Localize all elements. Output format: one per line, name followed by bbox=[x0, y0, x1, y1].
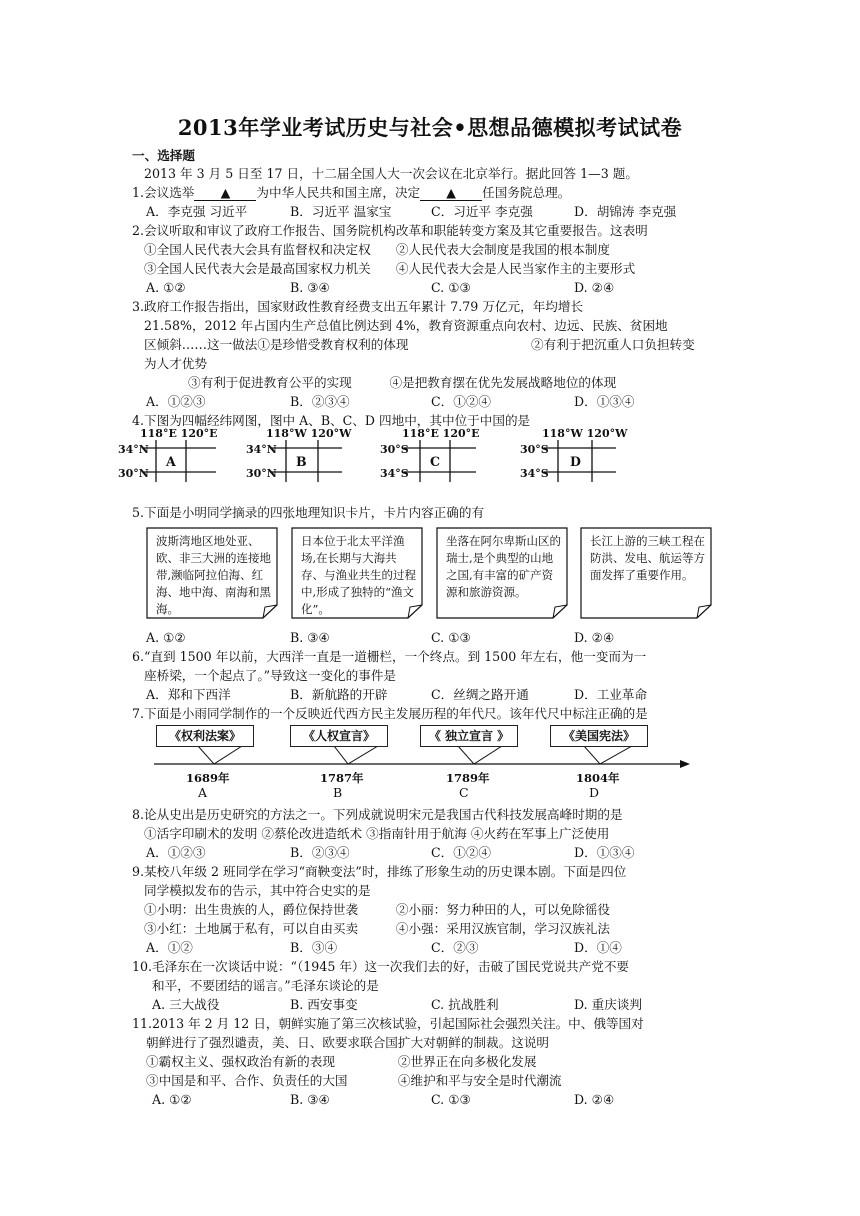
q8-option-a: A．①②③ bbox=[146, 845, 206, 860]
timeline-year-4: 1804年 bbox=[576, 771, 620, 785]
timeline-letter-b: B bbox=[333, 785, 343, 800]
card-1 bbox=[146, 527, 278, 619]
q11-option-c: C. ①③ bbox=[431, 1092, 471, 1107]
q6-option-d: D．工业革命 bbox=[574, 687, 648, 702]
grid-a-lat2: 30°N bbox=[118, 467, 149, 480]
q9-option-a: A．①② bbox=[146, 940, 193, 955]
grid-b-letter: B bbox=[296, 454, 307, 469]
card-3-text: 坐落在阿尔卑斯山区的瑞士,是个典型的山地之国,有丰富的矿产资源和旅游资源。 bbox=[446, 534, 561, 599]
q11-line-3: ①霸权主义、强权政治有新的表现 ②世界正在向多极化发展 bbox=[146, 1054, 537, 1069]
q1-option-d: D．胡锦涛 李克强 bbox=[574, 204, 677, 219]
q4-stem: 4.下图为四幅经纬网图，图中 A、B、C、D 四地中，其中位于中国的是 bbox=[132, 413, 531, 428]
grid-b-lat1: 34°N bbox=[246, 443, 277, 456]
card-2 bbox=[291, 527, 423, 619]
q6-option-b: B．新航路的开辟 bbox=[290, 687, 388, 702]
q7-stem: 7.下面是小雨同学制作的一个反映近代西方民主发展历程的年代尺。该年代尺中标注正确的是 bbox=[132, 706, 648, 721]
q1-option-c: C．习近平 李克强 bbox=[431, 204, 533, 219]
q10-line-2: 和平，不要团结的谣言。”毛泽东谈论的是 bbox=[152, 978, 379, 993]
q10-option-b: B. 西安事变 bbox=[290, 997, 358, 1012]
q1-blank-2: ▲ bbox=[420, 186, 482, 201]
timeline-year-3: 1789年 bbox=[446, 771, 490, 785]
q5-option-d: D. ②④ bbox=[574, 630, 615, 645]
section-heading: 一、选择题 bbox=[132, 148, 195, 163]
q3-line-3: 区倾斜……这一做法①是珍惜受教育权利的体现 bbox=[144, 337, 409, 352]
q9-line-3: ①小明：出生贵族的人，爵位保持世袭 ②小丽：努力种田的人，可以免除徭役 bbox=[144, 902, 610, 917]
q11-stem: 11.2013 年 2 月 12 日，朝鲜实施了第三次核试验，引起国际社会强烈关注。中、俄等国对 bbox=[132, 1016, 644, 1031]
q5-option-a: A. ①② bbox=[146, 630, 186, 645]
q11-line-4: ③中国是和平、合作、负责任的大国 ④维护和平与安全是时代潮流 bbox=[146, 1073, 562, 1088]
q3-option-a: A．①②③ bbox=[146, 394, 206, 409]
q2-line-2: ①全国人民代表大会具有监督权和决定权 ②人民代表大会制度是我国的根本制度 bbox=[144, 242, 610, 257]
q9-line-4: ③小红：土地属于私有，可以自由买卖 ④小强：采用汉族官制，学习汉族礼法 bbox=[144, 921, 610, 936]
timeline-label-3: 《 独立宣言 》 bbox=[420, 725, 518, 747]
q5-option-b: B. ③④ bbox=[290, 630, 330, 645]
q11-option-b: B. ③④ bbox=[290, 1092, 330, 1107]
q2-option-a: A. ①② bbox=[146, 280, 186, 295]
q3-line-5: ③有利于促进教育公平的实现 ④是把教育摆在优先发展战略地位的体现 bbox=[188, 375, 617, 390]
grid-d-top: 118°W 120°W bbox=[542, 427, 628, 440]
card-4 bbox=[580, 527, 712, 619]
grid-c-lat2: 34°S bbox=[380, 467, 409, 480]
q8-option-d: D．①③④ bbox=[574, 845, 635, 860]
timeline-year-2: 1787年 bbox=[320, 771, 364, 785]
card-4-text: 长江上游的三峡工程在防洪、发电、航运等方面发挥了重要作用。 bbox=[590, 534, 705, 582]
grid-d-lat2: 34°S bbox=[520, 467, 549, 480]
q2-option-c: C. ①③ bbox=[431, 280, 471, 295]
q1-option-a: A．李克强 习近平 bbox=[146, 204, 248, 219]
grid-a-top: 118°E 120°E bbox=[140, 427, 218, 440]
grid-b-lat2: 30°N bbox=[246, 467, 277, 480]
timeline-letter-d: D bbox=[589, 785, 600, 800]
timeline-year-1: 1689年 bbox=[186, 771, 230, 785]
q3-option-b: B．②③④ bbox=[290, 394, 350, 409]
exam-title: 2013年学业考试历史与社会•思想品德模拟考试试卷 bbox=[177, 115, 683, 140]
q10-stem: 10.毛泽东在一次谈话中说：“（1945 年）这一次我们去的好，击破了国民党说共产党不要 bbox=[132, 959, 630, 974]
timeline-label-2: 《人权宣言》 bbox=[290, 725, 388, 747]
q9-stem: 9.某校八年级 2 班同学在学习“商鞅变法”时，排练了形象生动的历史课本剧。下面是四位 bbox=[132, 864, 627, 879]
q11-option-a: A. ①② bbox=[152, 1092, 192, 1107]
grid-d-lat1: 30°S bbox=[520, 443, 549, 456]
q10-option-a: A. 三大战役 bbox=[152, 997, 220, 1012]
grid-b-top: 118°W 120°W bbox=[266, 427, 352, 440]
timeline-label-1: 《权利法案》 bbox=[156, 725, 254, 747]
q1-blank-1: ▲ bbox=[194, 186, 256, 201]
q6-option-a: A．郑和下西洋 bbox=[146, 687, 231, 702]
q1-post: 任国务院总理。 bbox=[482, 185, 571, 200]
q2-option-b: B. ③④ bbox=[290, 280, 330, 295]
q1-pre: 1.会议选举 bbox=[132, 185, 195, 200]
question-1 bbox=[132, 183, 570, 202]
grid-figure-d bbox=[520, 428, 630, 484]
grid-a-letter: A bbox=[166, 454, 176, 469]
q8-line-2: ①活字印刷术的发明 ②蔡伦改进造纸术 ③指南针用于航海 ④火药在军事上广泛使用 bbox=[144, 826, 610, 841]
q10-option-c: C. 抗战胜利 bbox=[431, 997, 499, 1012]
q11-option-d: D. ②④ bbox=[574, 1092, 615, 1107]
q3-option-d: D．①③④ bbox=[574, 394, 635, 409]
grid-c-top: 118°E 120°E bbox=[402, 427, 480, 440]
card-1-text: 波斯湾地区地处亚、欧、非三大洲的连接地带,濒临阿拉伯海、红海、地中海、南海和黑海。 bbox=[156, 534, 271, 616]
q3-line-4: 为人才优势 bbox=[144, 356, 207, 371]
q9-option-d: D．①④ bbox=[574, 940, 622, 955]
grid-a-lat1: 34°N bbox=[118, 443, 149, 456]
grid-figure-b bbox=[246, 428, 356, 484]
grid-c-letter: C bbox=[430, 454, 441, 469]
q5-option-c: C. ①③ bbox=[431, 630, 471, 645]
grid-d-letter: D bbox=[570, 454, 581, 469]
q2-option-d: D. ②④ bbox=[574, 280, 615, 295]
q10-option-d: D. 重庆谈判 bbox=[574, 997, 643, 1012]
timeline-letter-c: C bbox=[459, 785, 469, 800]
q6-stem: 6.“直到 1500 年以前，大西洋一直是一道栅栏，一个终点。到 1500 年左右，他一变而为一 bbox=[132, 649, 647, 664]
q3-line-3b: ②有利于把沉重人口负担转变 bbox=[531, 337, 695, 352]
timeline-label-4: 《美国宪法》 bbox=[550, 725, 648, 747]
card-2-text: 日本位于北太平洋渔场,在长期与大海共存、与渔业共生的过程中,形成了独特的“渔文化”。 bbox=[301, 534, 416, 616]
q8-option-c: C．①②④ bbox=[431, 845, 492, 860]
q8-option-b: B．②③④ bbox=[290, 845, 350, 860]
q6-line-2: 座桥梁，一个起点了。”导致这一变化的事件是 bbox=[144, 668, 397, 683]
q8-stem: 8.论从史出是历史研究的方法之一。下列成就说明宋元是我国古代科技发展高峰时期的是 bbox=[132, 807, 623, 822]
intro-text: 2013 年 3 月 5 日至 17 日，十二届全国人大一次会议在北京举行。据此回答 1—3 题。 bbox=[144, 166, 638, 181]
grid-figure-c bbox=[380, 428, 490, 484]
card-3 bbox=[436, 527, 568, 619]
timeline-letter-a: A bbox=[198, 785, 208, 800]
q9-option-b: B．③④ bbox=[290, 940, 338, 955]
grid-c-lat1: 30°S bbox=[380, 443, 409, 456]
q6-option-c: C．丝绸之路开通 bbox=[431, 687, 529, 702]
q3-line-2: 21.58%，2012 年占国内生产总值比例达到 4%，教育资源重点向农村、边远、民族、贫困地 bbox=[144, 318, 668, 333]
grid-figure-a bbox=[118, 428, 228, 484]
q3-option-c: C．①②④ bbox=[431, 394, 492, 409]
q9-option-c: C．②③ bbox=[431, 940, 479, 955]
q5-stem: 5.下面是小明同学摘录的四张地理知识卡片，卡片内容正确的有 bbox=[132, 505, 485, 520]
q2-line-3: ③全国人民代表大会是最高国家权力机关 ④人民代表大会是人民当家作主的主要形式 bbox=[144, 261, 636, 276]
q11-line-2: 朝鲜进行了强烈谴责，美、日、欧要求联合国扩大对朝鲜的制裁。这说明 bbox=[146, 1035, 549, 1050]
q9-line-2: 同学模拟发布的告示，其中符合史实的是 bbox=[144, 883, 371, 898]
q3-stem: 3.政府工作报告指出，国家财政性教育经费支出五年累计 7.79 万亿元，年均增长 bbox=[132, 299, 584, 314]
q2-stem: 2.会议听取和审议了政府工作报告、国务院机构改革和职能转变方案及其它重要报告。这表明 bbox=[132, 223, 648, 238]
q1-mid: 为中华人民共和国主席，决定 bbox=[256, 185, 421, 200]
q1-option-b: B．习近平 温家宝 bbox=[290, 204, 392, 219]
